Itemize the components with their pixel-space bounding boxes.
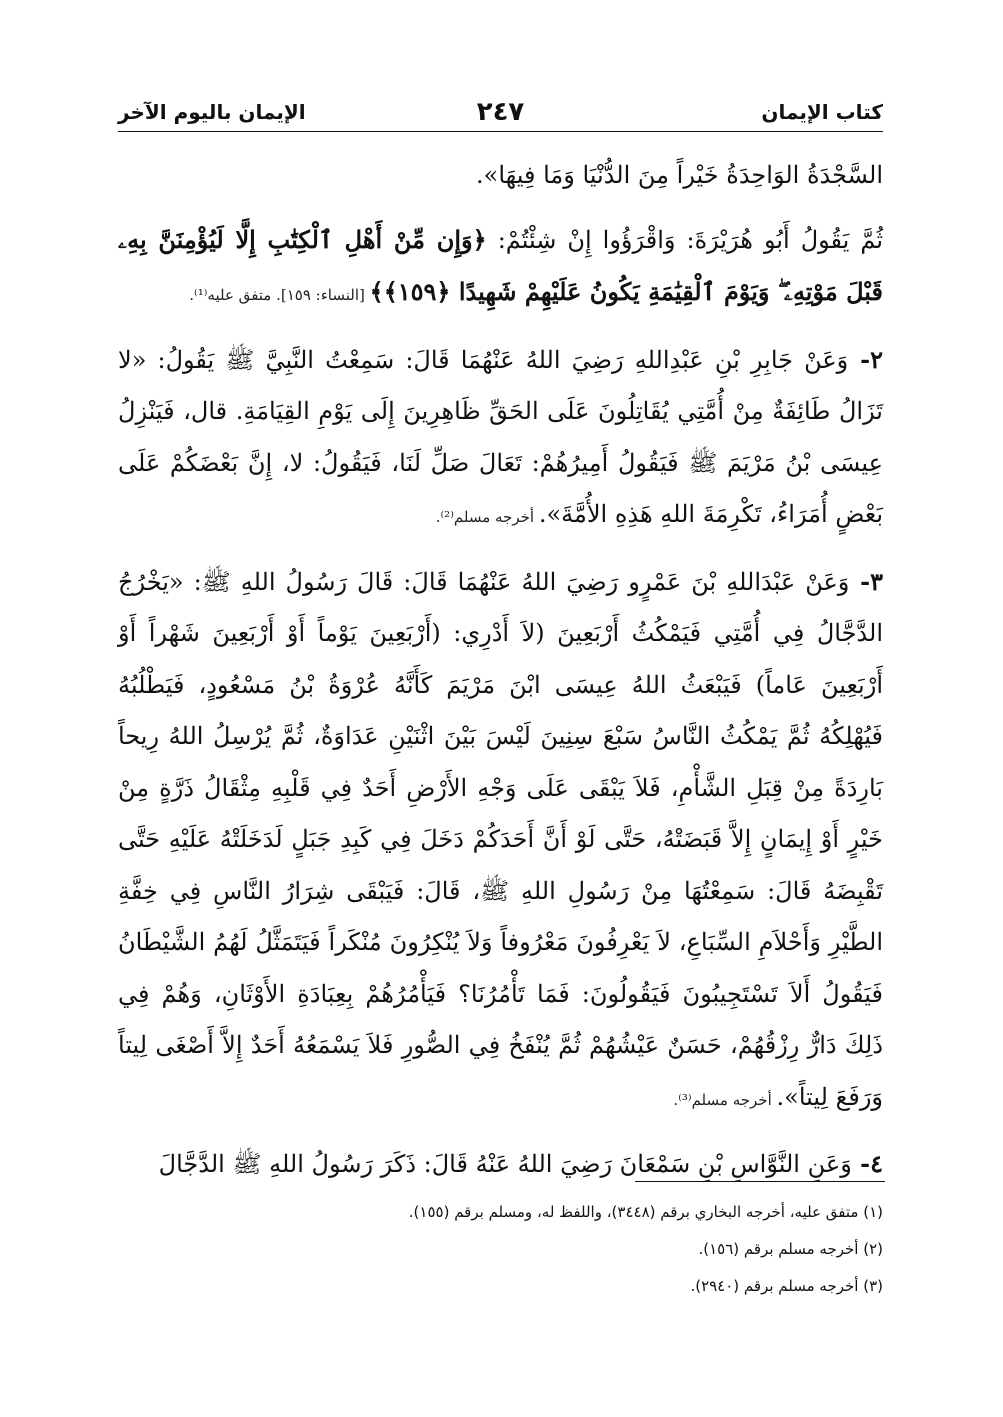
hadith-number: ٣- <box>849 566 883 596</box>
header-divider <box>118 131 883 132</box>
hadith-number: ٤- <box>851 1149 883 1178</box>
hadith-4 <box>118 1138 883 1191</box>
footnotes <box>118 1194 883 1305</box>
footnote-divider <box>635 1181 885 1182</box>
header-book-title: كتاب الإيمان <box>761 100 883 124</box>
header-section-title: الإيمان باليوم الآخر <box>118 100 306 124</box>
paragraph-quran-citation <box>118 214 883 322</box>
citation-intro: ثُمَّ يَقُولُ أَبُو هُرَيْرَةَ: وَاقْرَؤُوا إِنْ شِئْتُمْ: <box>486 225 884 254</box>
hadith-number: ٢- <box>848 344 883 374</box>
footnote-3: (٣) أخرجه مسلم برقم (٢٩٤٠). <box>690 1277 883 1295</box>
verse-source: [النساء: ١٥٩]. متفق عليه⁽¹⁾. <box>189 286 370 304</box>
page-number: ٢٤٧ <box>476 97 525 127</box>
hadith-text: وَعَنِ النَّوَّاسِ بْنِ سَمْعَانَ رَضِيَ اللهُ عَنْهُ قَالَ: ذَكَرَ رَسُولُ اللهِ ﷺ الدَّجَّالَ <box>158 1150 852 1178</box>
footnote-2: (٢) أخرجه مسلم برقم (١٥٦). <box>698 1240 883 1258</box>
hadith-source: أخرجه مسلم⁽²⁾. <box>435 508 539 526</box>
quran-verse: ﴿وَإِن مِّنْ أَهْلِ ٱلْكِتَٰبِ إِلَّا لَيُؤْمِنَنَّ بِهِۦ قَبْلَ مَوْتِهِۦ ۖ وَيَوْمَ ٱلْقِيَٰمَةِ يَكُونُ عَلَيْهِمْ شَهِيدًا ﴿١٥٩﴾﴾ <box>118 224 883 306</box>
continuation-text: السَّجْدَةُ الوَاحِدَةُ خَيْراً مِنَ الدُّنْيَا وَمَا فِيهَا». <box>476 161 883 189</box>
hadith-2 <box>118 334 883 544</box>
hadith-text: وَعَنْ عَبْدَاللهِ بْنَ عَمْرٍو رَضِيَ اللهُ عَنْهُمَا قَالَ: قَالَ رَسُولُ اللهِ ﷺ: «يَخْرُجُ الدَّجَّالُ فِي أُمَّتِي فَيَمْكُثُ أَرْبَعِينَ (لاَ أَدْرِي: (أَرْبَعِينَ يَوْماً أَوْ أَرْبَعِينَ شَهْراً أَوْ أَرْبَعِينَ عَاماً) فَيَبْعَثُ اللهُ عِيسَى ابْنَ مَرْيَمَ كَأَنَّهُ عُرْوَةُ بْنُ مَسْعُودٍ، فَيَطْلُبُهُ فَيُهْلِكُهُ ثُمَّ يَمْكُثُ النَّاسُ سَبْعَ سِنِينَ لَيْسَ بَيْنَ اثْنَيْنِ عَدَاوَةٌ، ثُمَّ يُرْسِلُ اللهُ رِيحاً بَارِدَةً مِنْ قِبَلِ الشَّأْمِ، فَلاَ يَبْقَى عَلَى وَجْهِ الأَرْضِ أَحَدٌ فِي قَلْبِهِ مِثْقَالُ ذَرَّةٍ مِنْ خَيْرٍ أَوْ إِيمَانٍ إِلاَّ قَبَضَتْهُ، حَتَّى لَوْ أَنَّ أَحَدَكُمْ دَخَلَ فِي كَبِدِ جَبَلٍ لَدَخَلَتْهُ عَلَيْهِ حَتَّى تَقْبِضَهُ قَالَ: سَمِعْتُهَا مِنْ رَسُولِ اللهِ ﷺ، قَالَ: فَيَبْقَى شِرَارُ النَّاسِ فِي خِفَّةِ الطَّيْرِ وَأَحْلاَمِ السِّبَاعِ، لاَ يَعْرِفُونَ مَعْرُوفاً وَلاَ يُنْكِرُونَ مُنْكَراً فَيَتَمَثَّلُ لَهُمُ الشَّيْطَانُ فَيَقُولُ أَلاَ تَسْتَجِيبُونَ فَيَقُولُونَ: فَمَا تَأْمُرُنَا؟ فَيَأْمُرُهُمْ بِعِبَادَةِ الأَوْثَانِ، وَهُمْ فِي ذَلِكَ دَارٌّ رِزْقُهُمْ، حَسَنٌ عَيْشُهُمْ ثُمَّ يُنْفَخُ فِي الصُّورِ فَلاَ يَسْمَعُهُ أَحَدٌ إِلاَّ أَصْغَى لِيتاً وَرَفَعَ لِيتاً». <box>118 567 884 1111</box>
hadith-3 <box>118 556 883 1127</box>
hadith-source: أخرجه مسلم⁽³⁾. <box>673 1090 777 1109</box>
running-header <box>118 98 883 132</box>
main-text <box>118 150 883 1191</box>
footnote-1: (١) متفق عليه، أخرجه البخاري برقم (٣٤٤٨)، واللفظ له، ومسلم برقم (١٥٥). <box>408 1203 883 1221</box>
paragraph-continuation <box>118 150 883 202</box>
hadith-text: وَعَنْ جَابِرِ بْنِ عَبْدِاللهِ رَضِيَ اللهُ عَنْهُمَا قَالَ: سَمِعْتُ النَّبِيَّ ﷺ يَقُولُ: «لا تَزَالُ طَائِفَةٌ مِنْ أُمَّتِي يُقَاتِلُونَ عَلَى الحَقِّ ظَاهِرِينَ إِلَى يَوْمِ القِيَامَةِ. قال، فَيَنْزِلُ عِيسَى بْنُ مَرْيَمَ ﷺ فَيَقُولُ أَمِيرُهُمْ: تَعَالَ صَلِّ لَنَا، فَيَقُولُ: لا، إِنَّ بَعْضَكُمْ عَلَى بَعْضٍ أُمَرَاءُ، تَكْرِمَةَ اللهِ هَذِهِ الأُمَّةَ». <box>118 345 883 528</box>
